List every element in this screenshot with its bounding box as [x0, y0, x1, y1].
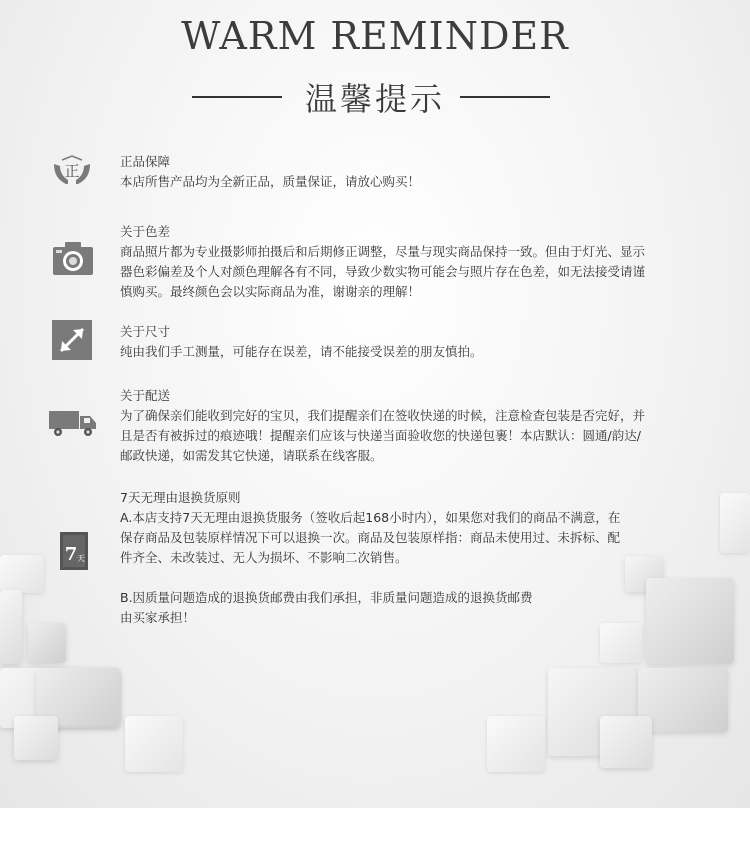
section-body: 本店所售产品均为全新正品，质量保证，请放心购买！ [120, 174, 421, 189]
section-title: 关于尺寸 [120, 324, 171, 339]
bottom-band [0, 808, 750, 846]
section-body-line: A.本店支持7天无理由退换货服务（签收后起168小时内），如果您对我们的商品不满意，在 [120, 510, 621, 525]
section-body-line: 为了确保亲们能收到完好的宝贝，我们提醒亲们在签收快递的时候，注意检查包装是否完好，并 [120, 408, 646, 423]
seven-day-return-icon [58, 530, 90, 572]
seven-day-icon-unit: 天 [77, 554, 85, 563]
section-title: 关于配送 [120, 388, 171, 403]
decor-block [0, 555, 44, 593]
camera-icon [52, 240, 94, 276]
truck-icon [48, 408, 98, 438]
section-body-line: 商品照片都为专业摄影师拍摄后和后期修正调整，尽量与现实商品保持一致。但由于灯光、显示 [120, 244, 646, 259]
decor-block [600, 716, 652, 768]
section-body-line: 由买家承担！ [120, 610, 196, 625]
authentic-icon-char: 正 [64, 162, 80, 180]
section-body-line: 邮政快递，如需发其它快递，请联系在线客服。 [120, 448, 383, 463]
header-title-cn: 温馨提示 [304, 80, 445, 118]
decor-block [14, 716, 58, 760]
section-title: 关于色差 [120, 224, 171, 239]
authentic-hands-icon [50, 150, 94, 190]
spacer [120, 568, 710, 588]
section-return-policy [120, 488, 710, 628]
decor-block [600, 623, 642, 663]
section-body: 纯由我们手工测量，可能存在误差，请不能接受误差的朋友慎拍。 [120, 344, 483, 359]
header-divider-right [460, 96, 550, 98]
section-title: 正品保障 [120, 154, 171, 169]
decor-block [28, 623, 66, 663]
section-authentic [120, 152, 710, 192]
header-cn-row [0, 74, 750, 120]
section-size [120, 322, 710, 362]
decor-block [720, 493, 750, 553]
decor-block [125, 716, 183, 772]
section-body-line: 慎购买。最终颜色会以实际商品为准，谢谢亲的理解！ [120, 284, 421, 299]
section-body-line: 器色彩偏差及个人对颜色理解各有不同，导致少数实物可能会与照片存在色差，如无法接受请谨 [120, 264, 646, 279]
section-body-line: 保存商品及包装原样情况下可以退换一次。商品及包装原样指：商品未使用过、未拆标、配 [120, 530, 621, 545]
section-title: 7天无理由退换货原则 [120, 490, 241, 505]
decor-block [0, 590, 22, 664]
section-delivery [120, 386, 710, 466]
seven-day-icon-number: 7 [64, 544, 78, 565]
resize-arrow-icon [52, 320, 92, 360]
section-body-line: B.因质量问题造成的退换货邮费由我们承担，非质量问题造成的退换货邮费 [120, 590, 533, 605]
header-title-en: WARM REMINDER [181, 14, 569, 58]
section-color-difference [120, 222, 710, 302]
section-body-line: 件齐全、未改装过、无人为损坏、不影响二次销售。 [120, 550, 408, 565]
decor-block [487, 716, 545, 772]
section-body-line: 且是否有被拆过的痕迹哦！提醒亲们应该与快递当面验收您的快递包裹！本店默认：圆通/韵达/ [120, 428, 641, 443]
